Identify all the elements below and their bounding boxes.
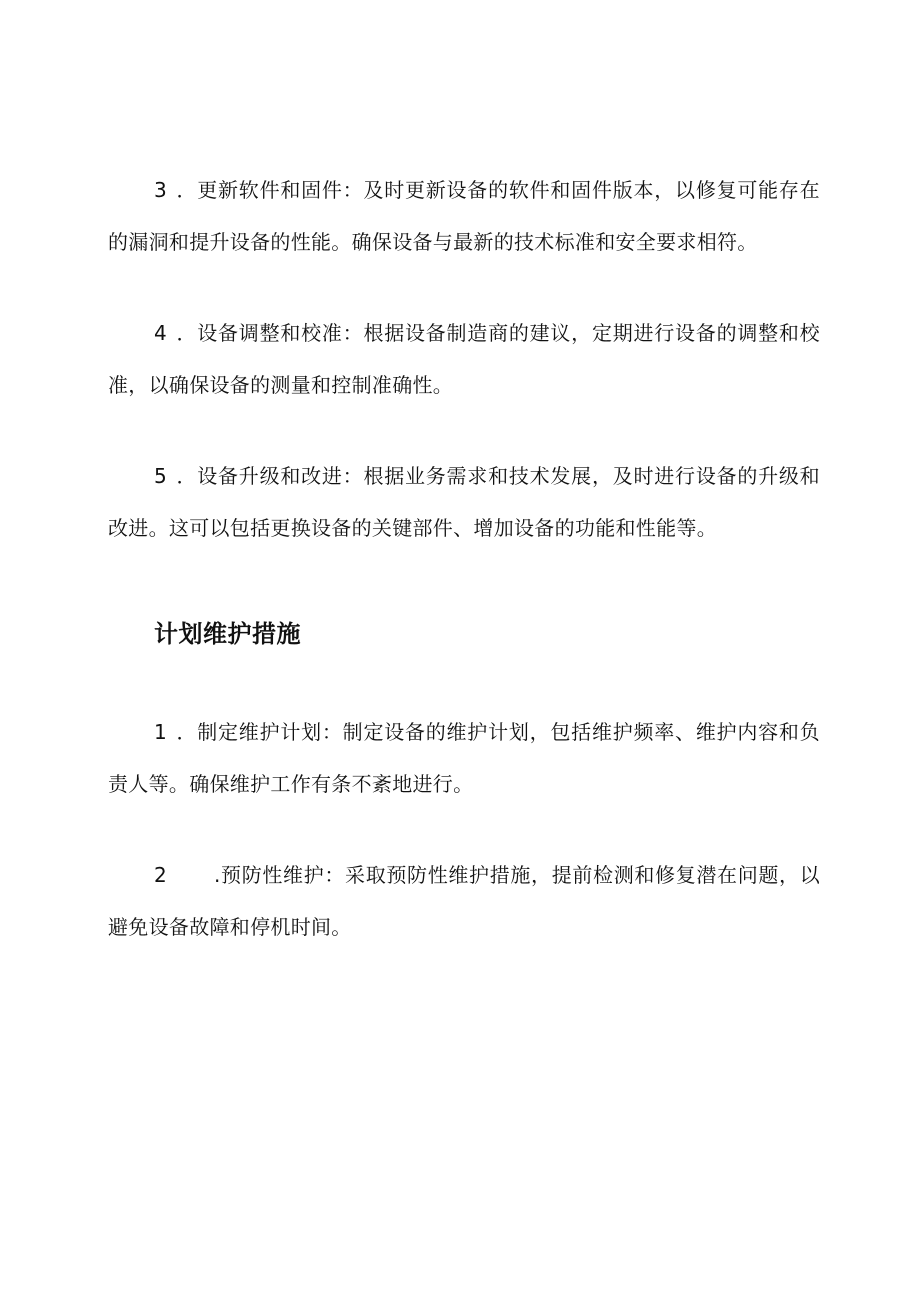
- paragraph-item-1: [108, 706, 820, 810]
- paragraph-item-3: [108, 164, 820, 268]
- item-number: 2: [154, 863, 168, 887]
- paragraph-item-5: [108, 450, 820, 554]
- section-heading: 计划维护措施: [154, 620, 301, 648]
- item-text: ．设备升级和改进：根据业务需求和技术发展，及时进行设备的升级和改进。这可以包括更换设备的关键部件、增加设备的功能和性能等。: [108, 464, 820, 540]
- item-text: ．设备调整和校准：根据设备制造商的建议，定期进行设备的调整和校准，以确保设备的测量和控制准确性。: [108, 321, 820, 397]
- paragraph-item-2: [108, 849, 820, 953]
- item-text: ．更新软件和固件：及时更新设备的软件和固件版本，以修复可能存在的漏洞和提升设备的性能。确保设备与最新的技术标准和安全要求相符。: [108, 178, 820, 254]
- item-number: 3: [154, 178, 168, 202]
- item-number: 4: [154, 321, 168, 345]
- item-number: 5: [154, 464, 168, 488]
- paragraph-item-4: [108, 307, 820, 411]
- item-number: 1: [154, 720, 168, 744]
- item-text: .预防性维护：采取预防性维护措施，提前检测和修复潜在问题，以避免设备故障和停机时间。: [108, 863, 820, 939]
- item-text: ．制定维护计划：制定设备的维护计划，包括维护频率、维护内容和负责人等。确保维护工作有条不紊地进行。: [108, 720, 820, 796]
